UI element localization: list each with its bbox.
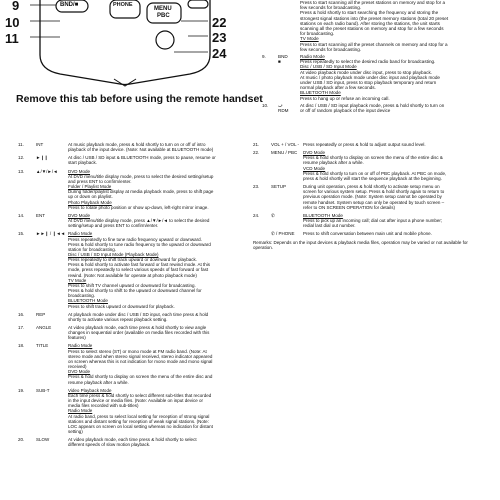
mode-heading: Radio Mode — [68, 231, 93, 237]
left-column-items — [18, 142, 246, 450]
description-line: redial last dial out number. — [303, 223, 356, 229]
item-number: 19. — [18, 387, 25, 393]
list-item — [253, 142, 489, 147]
description-line: in the input device or media files. (Note: Available on input device or — [68, 398, 203, 404]
description-line: Press & hold shortly to display on screen the menu of the entire disc & — [303, 155, 443, 161]
description-line: Press & hold shortly to activate fast forward or fast rewind mode. At this — [68, 262, 211, 268]
description-line: Press to shift TV channel upward or downward for broadcasting. — [68, 282, 196, 288]
item-description — [68, 142, 246, 152]
description-line: Each time press & hold shortly to select different sub-titles that recorded — [68, 392, 212, 398]
setup-button[interactable] — [188, 0, 208, 8]
description-line: mode, press repeatedly to select various speeds of fast forward or fast — [68, 267, 209, 273]
description-line: remote handset. System setup can only be operated by touch screen – — [303, 199, 445, 205]
description-line: resume playback after a while. — [303, 160, 364, 166]
callout-22: 22 — [212, 15, 227, 30]
shuffle-icon: ⤻ — [278, 102, 283, 108]
list-item — [18, 231, 246, 308]
item-name: RDM — [278, 108, 289, 114]
description-line: stations and distant setting for reception of weak signal stations. (Note: — [68, 418, 209, 424]
description-line: received) — [68, 364, 87, 370]
item-number: 14. — [18, 212, 25, 218]
description-line: and press ENT to confirm/enter. — [68, 178, 132, 184]
description-line: shortly to activate various repeat playback setting. — [68, 316, 168, 322]
item-name: MENU / PBC — [271, 150, 298, 156]
description-line: At DVD menu/title display mode, press ▲/▼/►/◄ to select the desired — [68, 218, 210, 224]
list-item — [18, 325, 246, 340]
description-line: previous operation mode. (Note: System setup cannot be operated by — [303, 194, 442, 200]
description-line: Press to shift conversation between main unit and mobile phone. — [303, 231, 432, 237]
description-line: At video playback mode under disc input, press to stop playback. — [300, 69, 433, 75]
item-number: 13. — [18, 168, 25, 174]
pbc-button-label: PBC — [157, 13, 170, 19]
callout-23: 23 — [212, 30, 227, 45]
right-column-items — [253, 142, 489, 250]
item-name: ►►❙ / ❙◄◄ — [36, 231, 66, 237]
description-line: During unit operation, press & hold shortly to activate setup menu on — [303, 184, 440, 190]
mode-heading: DVD Mode — [68, 212, 91, 218]
description-line: broadcasting. — [68, 293, 96, 299]
item-number: 20. — [18, 437, 25, 443]
description-line: Press & hold shortly to turn on or off of PBC playback. At PBC on mode, — [303, 170, 447, 176]
description-line: At disc / USB / SD input & BLUETOOTH mode, press to pause, resume or — [68, 155, 216, 161]
description-line: different speeds of slow motion playback. — [68, 442, 151, 448]
menu-button-label: MENU — [154, 6, 172, 12]
item-number: 24. — [253, 212, 260, 218]
description-line: Press to shift track upward or downward for playback. — [68, 303, 175, 309]
list-item — [253, 184, 489, 210]
description-line: Press repeatedly to fine tune radio frequency upward or downward. — [68, 236, 202, 242]
description-line: stations on each radio band). After storing the stations, the unit starts — [300, 20, 440, 26]
item-name: ✆ — [271, 212, 275, 218]
item-name: TITLE — [36, 343, 49, 349]
list-item — [18, 312, 246, 322]
description-line: At radio band, press to select local setting for reception of strong signal — [68, 413, 210, 419]
mode-heading: DVD Mode — [68, 369, 91, 375]
mode-heading: Radio Mode — [68, 343, 93, 349]
item-name: SLOW — [36, 437, 50, 443]
description-line: Press & hold shortly to tune radio frequency to the upward or downward — [68, 241, 211, 247]
item-number: 10. — [262, 102, 269, 108]
item-description — [303, 213, 489, 228]
description-line: At playback mode under disc / USB / SD input, each time press & hold — [68, 311, 209, 317]
description-line: Press repeatedly or press & hold to adjust output sound level. — [303, 142, 426, 147]
description-line: strongest signal stations into (the preset memory stations (total 20 preset — [300, 15, 449, 21]
description-line: At DVD menu/title display mode, press to select the desired setting/setup — [68, 173, 214, 179]
list-item — [18, 155, 246, 165]
phone-button-label: PHONE — [113, 2, 133, 8]
item-number: 11. — [18, 142, 24, 147]
callout-24: 24 — [212, 46, 227, 61]
mode-heading: Photo Playback Mode — [68, 199, 112, 205]
callout-11: 11 — [5, 31, 19, 46]
item-number: 22. — [253, 150, 260, 156]
item-number: 12. — [18, 155, 25, 161]
item-description — [303, 184, 489, 210]
description-line: scanning all the preset stations on memory and stop for a few seconds — [300, 26, 444, 32]
description-line: At disc / USB / SD input playback mode, press & hold shortly to turn on — [300, 102, 445, 108]
list-item — [18, 343, 246, 384]
vol-button[interactable] — [156, 31, 174, 49]
item-name: REP — [36, 311, 46, 317]
description-line: setting) — [68, 428, 83, 434]
item-description — [303, 150, 489, 181]
description-line: Press repeatedly to select the desired radio band for broadcasting. — [300, 59, 436, 65]
item-9-band — [262, 54, 494, 101]
description-line: or off of random playback of the input device — [300, 108, 391, 114]
description-line: changes in sequential order (available on media files recorded with this — [68, 330, 210, 336]
description-line: Press & hold shortly to start searching the frequency and storing the — [300, 10, 439, 16]
mode-heading: TV Mode — [68, 277, 87, 283]
description-line: on screen whereas this is not indication for mono mode and mono signal — [68, 358, 213, 364]
description-line: few seconds for broadcasting. — [300, 5, 362, 11]
band-button-label: BND/■ — [60, 2, 79, 8]
remarks-note: Remarks: Depends on the input devices & playback media files, operation may be varied or not available for operation. — [253, 239, 468, 250]
item-number: 21. — [253, 142, 260, 147]
item-number: 17. — [18, 325, 25, 330]
mode-heading: BLUETOOTH Mode — [300, 90, 341, 96]
item-10-rdm — [262, 103, 494, 113]
description-line: setting/setup and press ENT to confirm/enter. — [68, 223, 159, 229]
item-description — [68, 231, 246, 308]
description-line: Press to start scanning all the preset stations on memory and stop for a — [300, 0, 446, 5]
description-line: few seconds for broadcasting. — [300, 46, 362, 52]
mode-heading: Disc / USB / SD Input Mode — [300, 64, 357, 70]
description-line: refer to ON SCREEN OPERATION for details) — [303, 204, 395, 210]
mode-heading: BLUETOOTH Mode — [303, 212, 343, 218]
description-line: rewind. (Note: Not available for operate at photo playback mode) — [68, 272, 197, 278]
mode-heading: DVD Mode — [303, 150, 326, 156]
item-number — [253, 231, 271, 236]
description-line: media files recorded with sub-titles) — [68, 403, 139, 409]
item-number: 18. — [18, 343, 25, 349]
item-number: 23. — [253, 184, 260, 190]
description-line: Press to select stereo (ST) or mono mode at FM radio band. (Note: At — [68, 348, 207, 354]
callout-9: 9 — [12, 0, 20, 13]
item-description — [68, 155, 246, 165]
item-name: INT — [36, 142, 44, 147]
description-line: up or down on playlist. — [68, 194, 113, 200]
mode-heading: TV Mode — [300, 36, 319, 42]
item-name: SUB-T — [36, 387, 50, 393]
item-number: 9. — [262, 54, 266, 60]
description-line: Press & hold shortly to display on screen the menu of the entire disc and — [68, 374, 213, 380]
list-item — [18, 388, 246, 434]
description-line: Press to pick up an incoming call; dial out after input a phone number; — [303, 218, 443, 224]
description-line: At video playback mode, each time press & hold shortly to view angle — [68, 325, 207, 330]
callout-10: 10 — [5, 15, 20, 30]
continuation-block — [262, 0, 494, 52]
item-name: ANGLE — [36, 325, 52, 330]
top-right-descriptions — [262, 0, 494, 115]
description-line: for broadcasting. — [300, 31, 335, 37]
item-name: ►❙❙ — [36, 155, 48, 161]
item-name: SETUP — [271, 184, 287, 190]
list-item — [253, 213, 489, 228]
list-item — [18, 213, 246, 228]
item-description — [303, 142, 489, 147]
item-description — [68, 325, 246, 340]
mode-heading: Folder / Playlist Mode — [68, 184, 112, 190]
description-line: screen for various system setup. Press & hold shortly again to return to — [303, 189, 445, 195]
item-name: VOL + / VOL - — [271, 142, 300, 147]
description-line: During folder/playlist display at media playback mode, press to shift page — [68, 189, 214, 195]
mode-heading: Disc / USB / SD Input Mode (Playback Mode) — [68, 251, 159, 257]
remove-tab-note: Remove this tab before using the remote handset — [16, 93, 263, 105]
list-item — [253, 150, 489, 181]
description-line: normal playback after a few seconds. — [300, 85, 376, 91]
item-description — [68, 169, 246, 210]
description-line: At music playback mode, press & hold shortly to turn on or off of intro — [68, 142, 206, 147]
item-description — [68, 213, 246, 228]
list-item — [18, 142, 246, 152]
description-line: Press & hold shortly to shift to the upward or downward channel for — [68, 288, 202, 294]
description-line: features) — [68, 335, 86, 341]
item-description — [303, 231, 489, 236]
description-line: LOC appears on screen on local setting whereas no indication for distant — [68, 423, 213, 429]
description-line: start playback. — [68, 160, 98, 166]
mode-heading: BLUETOOTH Mode — [68, 298, 108, 304]
description-line: At music / photo playback mode under disc input and playback mode — [300, 74, 440, 80]
item-name: ✆ / PHONE — [271, 231, 295, 237]
description-line: stereo mode and when stereo signal received, stereo indicator appeared — [68, 353, 213, 359]
mode-heading: Radio Mode — [300, 54, 325, 60]
description-line: under USB / SD input, press to stop playback temporary and return — [300, 80, 437, 86]
item-name: ENT — [36, 212, 45, 218]
mode-heading: Radio Mode — [68, 408, 93, 414]
list-item — [18, 437, 246, 447]
description-line: Press repeatedly to shift track upward or downward for playback. — [68, 257, 198, 263]
description-line: resume playback after a while. — [68, 379, 129, 385]
description-line: playback of the input device. (Note: Not available at BLUETOOTH mode) — [68, 147, 214, 153]
description-line: At video playback mode, each time press & hold shortly to select — [68, 437, 197, 443]
item-name: ▲/▼/►/◄ — [36, 168, 58, 174]
list-item — [253, 231, 489, 236]
mode-heading: VCD Mode — [303, 165, 326, 171]
list-item — [18, 169, 246, 210]
item-name: BND — [278, 54, 288, 60]
stop-icon: ■ — [278, 59, 281, 65]
item-description — [68, 437, 246, 447]
mode-heading: Video Playback Mode — [68, 387, 112, 393]
mode-heading: DVD Mode — [68, 168, 91, 174]
description-line: station for broadcasting. — [68, 246, 117, 252]
item-description — [68, 343, 246, 384]
remote-illustration — [0, 0, 250, 90]
description-line: Press to start scanning all the preset channels on memory and stop for a — [300, 41, 448, 47]
item-number: 15. — [18, 231, 25, 237]
item-number: 16. — [18, 311, 25, 317]
item-description — [68, 312, 246, 322]
item-description — [68, 388, 246, 434]
description-line: Press to rotate photo position or show up-down, left-right mirror image. — [68, 204, 209, 210]
description-line: press & hold shortly will start the sequence playback at the beginning. — [303, 175, 442, 181]
description-line: Press to hang up or refuse an incoming call. — [300, 95, 390, 101]
